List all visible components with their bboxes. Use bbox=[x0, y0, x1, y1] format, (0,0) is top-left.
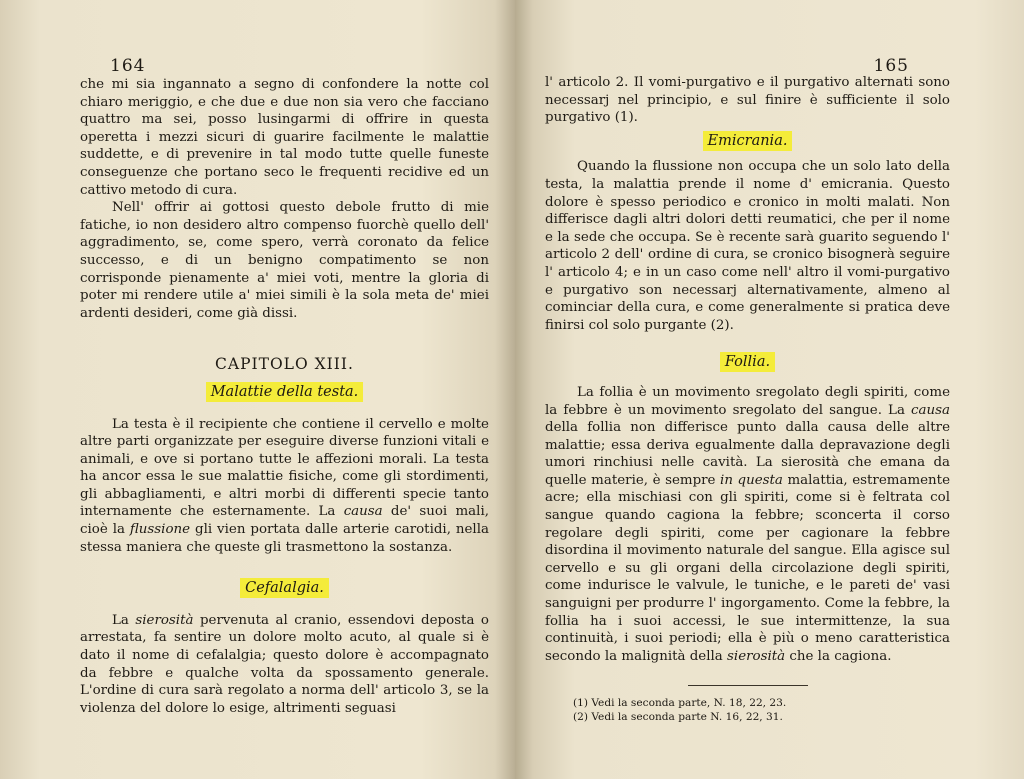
footnote: (1) Vedi la seconda parte, N. 18, 22, 23. bbox=[573, 697, 787, 710]
text-run: La bbox=[112, 612, 136, 628]
subheading bbox=[80, 580, 489, 598]
italic-term: causa bbox=[343, 504, 383, 520]
highlighted-heading: Cefalalgia. bbox=[240, 578, 329, 598]
text-run: gli vien portata dalle arterie carotidi, nella stessa maniera che queste gli trasmettono la sostanza. bbox=[80, 522, 489, 555]
footnote: (2) Vedi la seconda parte N. 16, 22, 31. bbox=[573, 711, 783, 724]
text-run: della follia non differisce punto dalla causa delle altre malattie; essa deriva egualmente dalla depravazione degli umori rinchiusi nelle cavità. La sierosità che emana da quelle materie, è sempre bbox=[545, 420, 950, 488]
italic-term: sierosità bbox=[135, 612, 194, 628]
italic-term: causa bbox=[911, 402, 950, 418]
text-run: che la cagiona. bbox=[785, 648, 892, 664]
paragraph bbox=[80, 612, 489, 718]
italic-term: flussione bbox=[129, 522, 191, 538]
right-page-text bbox=[545, 74, 950, 724]
text-run: La testa è il recipiente che contiene il cervello e molte altre parti organizzate per eseguire diverse funzioni vitali e animali, e ove si portano tutte le affezioni morali. La testa ha ancor essa le sue malattie fisiche, come gli stordimenti, gli abbagliamenti, e altri morbi di differenti specie tanto internamente che esternamente. La bbox=[80, 416, 489, 520]
paragraph: Quando la flussione non occupa che un solo lato della testa, la malattia prende il nome d' emicrania. Questo dolore è spesso periodico e cronico in molti malati. Non differisce dagli altri dolori detti reumatici, che per il nome e la sede che occupa. Se è recente sarà guarito seguendo l' articolo 2 dell' ordine di cura, se cronico bisognerà seguire l' articolo 4; e in un caso come nell' altro il vomi-purgativo e purgativo son necessarj alternativamente, almeno al cominciar della cura, e come generalmente si pratica deve finirsi col solo purgante (2). bbox=[545, 159, 950, 333]
highlighted-heading: Malattie della testa. bbox=[206, 382, 364, 402]
paragraph: Nell' offrir ai gottosi questo debole frutto di mie fatiche, io non desidero altro compenso fuorchè quello dell' aggradimento, se, come spero, verrà coronato da felice successo, e di un benigno compatimento se non corrisponde pienamente a' miei voti, mentre la gloria di poter mi rendere utile a' miei simili è la sola meta de' miei ardenti desideri, come già dissi. bbox=[80, 200, 489, 321]
paragraph bbox=[80, 416, 489, 557]
text-run: pervenuta al cranio, essendovi deposta o arrestata, fa sentire un dolore molto acuto, al quale si è dato il nome di cefalalgia; questo dolore è accompagnato da febbre e qualche volta da spossamento generale. L'ordine di cura sarà regolato a norma dell' articolo 3, se la violenza del dolore lo esige, altrimenti seguasi bbox=[80, 612, 489, 716]
text-run: malattia, estremamente acre; ella mischiasi con gli spiriti, come si è feltrata col sangue quando cagiona la febbre; sconcerta il corso regolare degli spiriti, come per cagionare la febbre disordina il movimento naturale del sangue. Ella agisce sul cervello e su gli organi della circolazione degli spiriti, come indurisce le valvule, le tuniche, e le pareti de' vasi sanguigni per produrre l' ingorgamento. Come la febbre, la follia ha i suoi accessi, le sue intermittenze, la sua continuità, i suoi periodi; ella è più o meno caratteristica secondo la malignità della bbox=[545, 472, 950, 664]
page-number-right: 165 bbox=[873, 56, 909, 76]
highlighted-heading: Emicrania. bbox=[703, 131, 793, 151]
page-number-left: 164 bbox=[110, 56, 146, 76]
highlighted-heading: Follia. bbox=[720, 352, 775, 372]
section-heading bbox=[545, 133, 950, 151]
paragraph bbox=[545, 384, 950, 666]
right-page bbox=[515, 0, 1024, 779]
chapter-title: CAPITOLO XIII. bbox=[215, 355, 354, 374]
left-page-text bbox=[80, 76, 489, 717]
footnote-divider bbox=[688, 685, 808, 686]
section-heading bbox=[80, 384, 489, 402]
paragraph: che mi sia ingannato a segno di confondere la notte col chiaro meriggio, e che due e due non sia vero che facciano quattro ma sei, posso lusingarmi di offrire in questa operetta i mezzi sicuri di guarire facilmente le malattie suddette, e di prevenire in tal modo tutte quelle funeste conseguenze che portano seco le frequenti recidive ed un cattivo metodo di cura. bbox=[80, 77, 489, 198]
paragraph: l' articolo 2. Il vomi-purgativo e il purgativo alternati sono necessarj nel principio, e sul finire è sufficiente il solo purgativo (1). bbox=[545, 75, 950, 126]
footnotes bbox=[545, 696, 950, 724]
italic-term: sierosità bbox=[727, 648, 786, 664]
section-heading bbox=[545, 354, 950, 372]
text-run: de' suoi mali, cioè la bbox=[80, 504, 489, 538]
text-run: La follia è un movimento sregolato degli spiriti, come la febbre è un movimento sregolato del sangue. La bbox=[545, 384, 950, 418]
italic-term: in questa bbox=[720, 472, 783, 488]
